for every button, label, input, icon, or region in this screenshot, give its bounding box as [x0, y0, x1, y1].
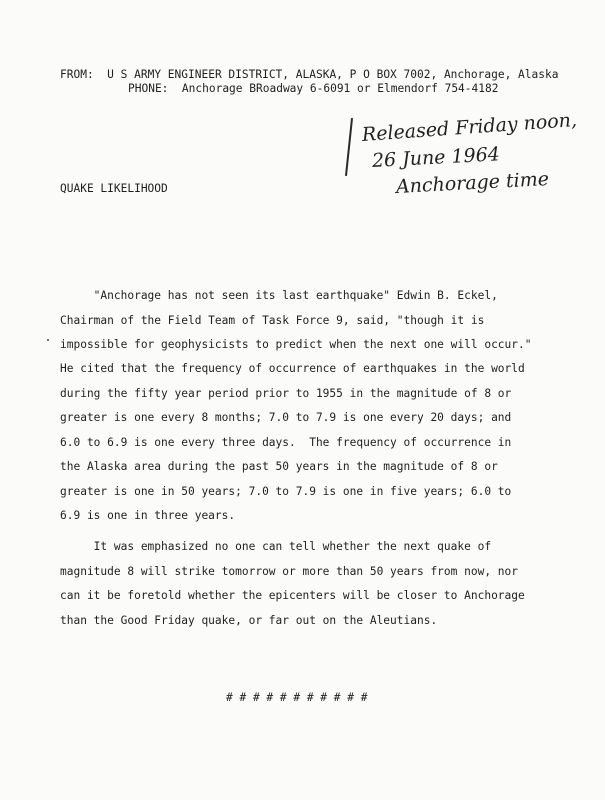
phone-line	[128, 82, 498, 95]
body-line: impossible for geophysicists to predict when the next one will occur."	[60, 338, 532, 351]
handwritten-note-line-3: Anchorage time	[395, 168, 550, 198]
body-line: "Anchorage has not seen its last earthquake" Edwin B. Eckel,	[60, 289, 498, 302]
handwritten-note-line-1: Released Friday noon,	[361, 109, 578, 146]
end-mark: # # # # # # # # # # #	[226, 691, 368, 704]
body-line: Chairman of the Field Team of Task Force 9, said, "though it is	[60, 314, 485, 327]
body-line: the Alaska area during the past 50 years in the magnitude of 8 or	[60, 460, 498, 473]
from-text: U S ARMY ENGINEER DISTRICT, ALASKA, P O BOX 7002, Anchorage, Alaska	[107, 68, 559, 81]
body-line: than the Good Friday quake, or far out on the Aleutians.	[60, 614, 438, 627]
handwritten-note-line-2: 26 June 1964	[371, 143, 501, 172]
document-title: QUAKE LIKELIHOOD	[60, 182, 168, 195]
handwritten-bracket	[345, 118, 353, 176]
phone-label: PHONE:	[128, 82, 169, 95]
body-line: It was emphasized no one can tell whether the next quake of	[60, 540, 492, 553]
body-line: 6.0 to 6.9 is one every three days. The frequency of occurrence in	[60, 436, 512, 449]
body-line: He cited that the frequency of occurrence of earthquakes in the world	[60, 362, 525, 375]
paper-speck	[47, 339, 49, 341]
from-line	[60, 68, 558, 81]
phone-text: Anchorage BRoadway 6-6091 or Elmendorf 754-4182	[181, 82, 499, 95]
from-label: FROM:	[60, 68, 94, 81]
body-line: during the fifty year period prior to 1955 in the magnitude of 8 or	[60, 387, 512, 400]
body-line: greater is one every 8 months; 7.0 to 7.9 is one every 20 days; and	[60, 411, 512, 424]
body-line: can it be foretold whether the epicenters will be closer to Anchorage	[60, 589, 525, 602]
body-line: magnitude 8 will strike tomorrow or more than 50 years from now, nor	[60, 565, 519, 578]
body-line: 6.9 is one in three years.	[60, 509, 236, 522]
body-line: greater is one in 50 years; 7.0 to 7.9 is one in five years; 6.0 to	[60, 485, 512, 498]
